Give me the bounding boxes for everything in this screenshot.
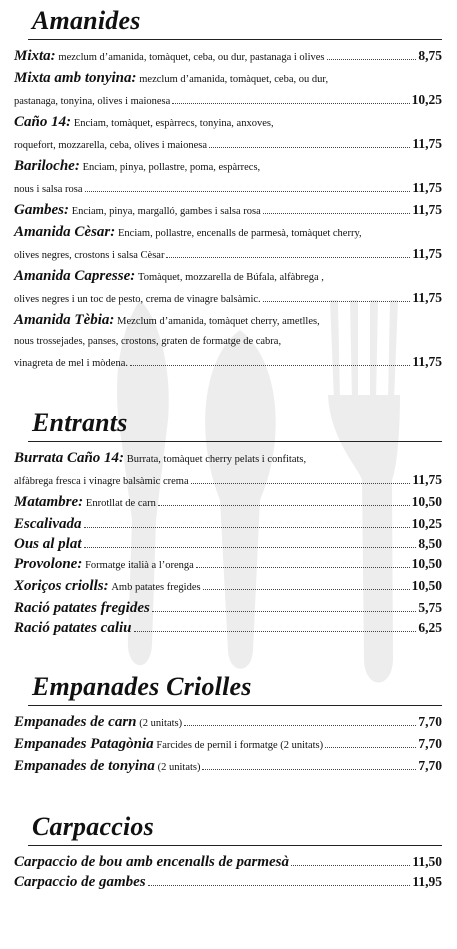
section-title: Carpaccios [32,812,154,841]
item-list [14,706,442,778]
item-price: 11,95 [412,874,442,889]
item-price: 11,75 [412,354,442,369]
dot-leader [184,725,416,726]
menu-item [14,492,442,514]
section-amanides [14,0,442,374]
item-name: Matambre: [14,494,84,510]
menu-item [14,200,442,222]
menu-item [14,534,442,554]
menu-item [14,576,442,598]
item-description-cont: pastanaga, tonyina, olives i maionesa [14,96,171,107]
section-divider [28,441,442,442]
item-list [14,846,442,892]
item-list [14,40,442,374]
dot-leader [158,505,410,506]
dot-leader [327,59,417,60]
item-description: (2 unitats) [139,718,183,729]
menu-item [14,554,442,576]
item-price: 11,75 [412,136,442,151]
section-divider [28,705,442,706]
section-divider [28,845,442,846]
item-price: 10,50 [411,578,442,593]
item-price: 10,50 [411,494,442,509]
item-description: Tomàquet, mozzarella de Búfala, alfàbrega , [138,272,324,283]
menu-item [14,112,442,156]
item-name: Burrata Caño 14: [14,450,125,466]
item-description: Enciam, pinya, pollastre, poma, espàrrecs, [82,162,261,173]
item-description-cont: nous i salsa rosa [14,184,83,195]
item-name: Mixta amb tonyina: [14,70,137,86]
item-description-cont: alfàbrega fresca i vinagre balsàmic crema [14,476,189,487]
item-description: mezclum d’amanida, tomàquet, ceba, ou dur, [139,74,329,85]
menu-item [14,68,442,112]
item-price: 7,70 [418,736,442,751]
item-price: 11,75 [412,202,442,217]
item-description: (2 unitats) [157,762,201,773]
item-price: 10,50 [411,556,442,571]
item-description: Burrata, tomàquet cherry pelats i confitats, [126,454,307,465]
item-description: Amb patates fregides [111,582,201,593]
item-name: Amanida Capresse: [14,268,136,284]
item-name: Mixta: [14,48,56,64]
item-name: Empanades de tonyina [14,758,155,774]
dot-leader [148,885,411,886]
dot-leader [325,747,416,748]
menu-item [14,156,442,200]
dot-leader [209,147,410,148]
section-entrants [14,402,442,638]
item-name: Empanades Patagònia [14,736,154,752]
item-description: Enciam, tomàquet, espàrrecs, tonyina, anxoves, [73,118,274,129]
item-name: Gambes: [14,202,69,218]
item-price: 8,75 [418,48,442,63]
item-name: Bariloche: [14,158,80,174]
menu-item [14,712,442,734]
item-price: 11,50 [412,854,442,869]
dot-leader [84,527,410,528]
dot-leader [202,769,416,770]
section-title: Amanides [32,6,141,35]
section-title: Empanades Criolles [32,672,252,701]
menu-item [14,46,442,68]
item-description-cont: olives negres i un toc de pesto, crema de vinagre balsàmic. [14,294,261,305]
dot-leader [203,589,410,590]
item-price: 5,75 [418,600,442,615]
item-name: Carpaccio de bou amb encenalls de parmesà [14,854,289,870]
item-name: Escalivada [14,516,82,532]
item-description: mezclum d’amanida, tomàquet, ceba, ou dur, pastanaga i olives [58,52,325,63]
item-price: 6,25 [418,620,442,635]
section-title: Entrants [32,408,128,437]
item-description: Formatge italià a l’orenga [85,560,194,571]
dot-leader [166,257,410,258]
item-name: Ració patates fregides [14,600,150,616]
dot-leader [134,631,417,632]
menu-item [14,222,442,266]
item-price: 11,75 [412,472,442,487]
item-name: Empanades de carn [14,714,137,730]
dot-leader [85,191,411,192]
item-description: Enciam, pinya, margalló, gambes i salsa rosa [71,206,261,217]
item-description: Farcides de pernil i formatge (2 unitats) [156,740,324,751]
menu-item [14,734,442,756]
section-header [14,0,442,40]
item-price: 11,75 [412,246,442,261]
item-description: Enciam, pollastre, encenalls de parmesà, tomàquet cherry, [118,228,362,239]
menu-item [14,756,442,778]
section-empanades [14,666,442,778]
menu-item [14,618,442,638]
item-description-cont: roquefort, mozzarella, ceba, olives i maionesa [14,140,207,151]
menu-item [14,852,442,872]
item-price: 11,75 [412,180,442,195]
section-header [14,666,442,706]
item-price: 10,25 [411,92,442,107]
dot-leader [172,103,409,104]
section-header [14,402,442,442]
item-price: 10,25 [411,516,442,531]
item-price: 7,70 [418,758,442,773]
item-price: 8,50 [418,536,442,551]
dot-leader [196,567,410,568]
item-description: Mezclum d’amanida, tomàquet cherry, ametlles, [117,316,320,327]
menu-item [14,598,442,618]
item-name: Ous al plat [14,536,82,552]
item-name: Carpaccio de gambes [14,874,146,890]
item-description: Enrotllat de carn [85,498,156,509]
section-header [14,806,442,846]
dot-leader [263,301,411,302]
item-name: Amanida Cèsar: [14,224,116,240]
item-price: 7,70 [418,714,442,729]
menu-item [14,514,442,534]
menu-item [14,266,442,310]
menu-item [14,310,442,374]
item-name: Ració patates caliu [14,620,132,636]
item-description-cont: vinagreta de mel i mòdena. [14,358,128,369]
item-name: Caño 14: [14,114,72,130]
dot-leader [291,865,410,866]
item-name: Provolone: [14,556,83,572]
item-description-cont: nous trossejades, panses, crostons, graten de formatge de cabra, [14,336,282,347]
section-carpaccios [14,806,442,892]
dot-leader [130,365,410,366]
menu-item [14,872,442,892]
dot-leader [84,547,417,548]
section-divider [28,39,442,40]
item-name: Xoriços criolls: [14,578,109,594]
dot-leader [263,213,411,214]
menu-item [14,448,442,492]
dot-leader [152,611,417,612]
item-name: Amanida Tèbia: [14,312,115,328]
item-list [14,442,442,638]
item-price: 11,75 [412,290,442,305]
dot-leader [191,483,411,484]
item-description-cont: olives negres, crostons i salsa Cèsar [14,250,165,261]
